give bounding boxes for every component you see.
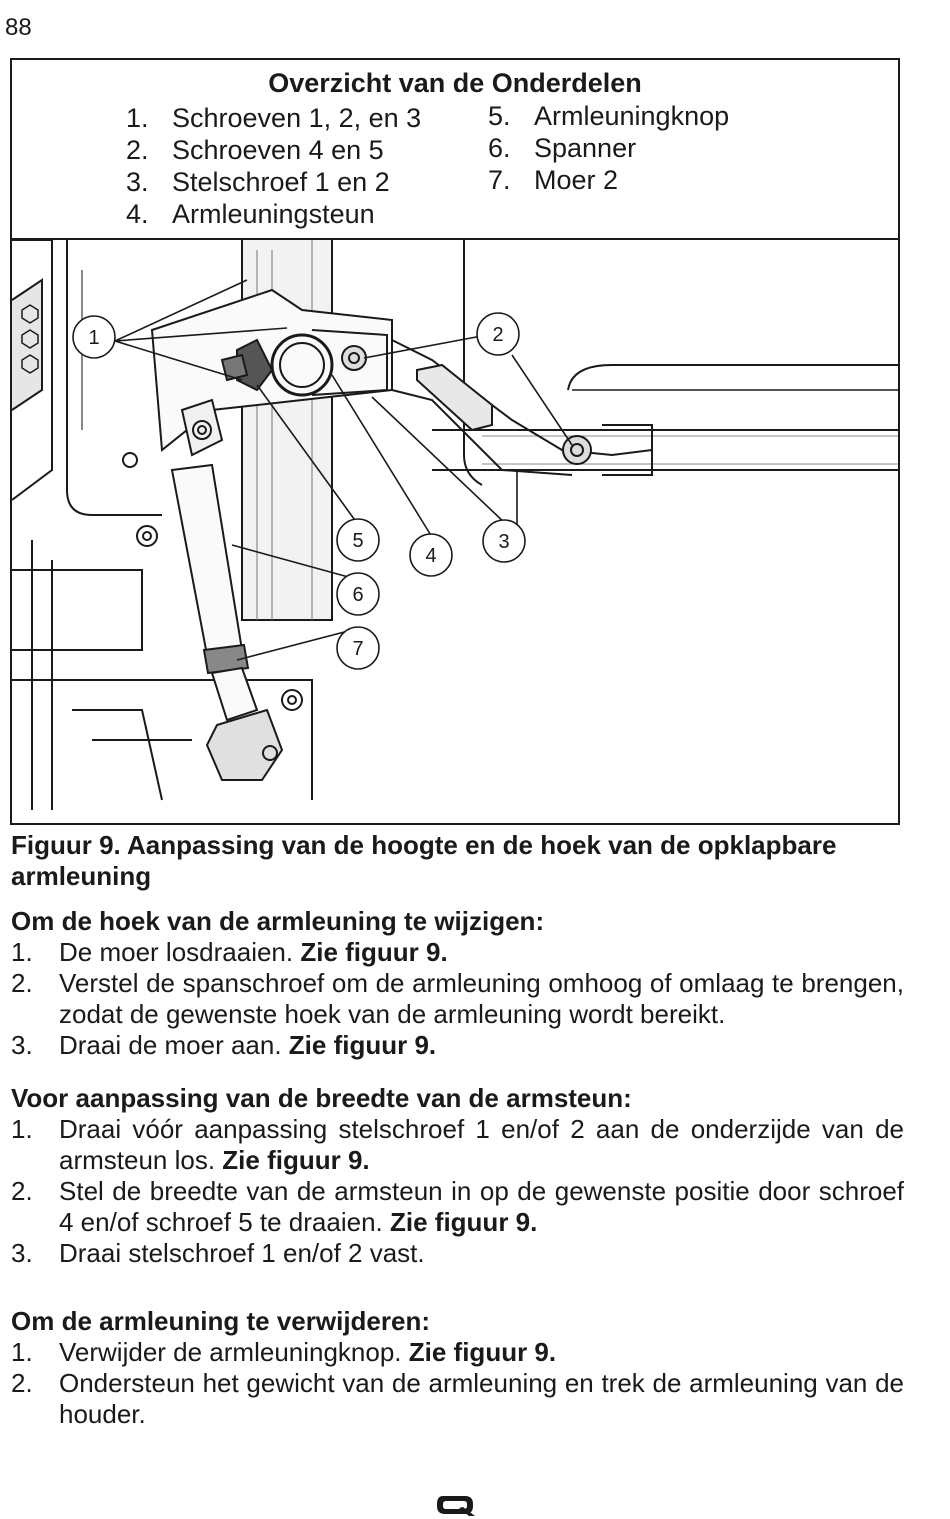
legend-item-label: Armleuningknop: [534, 101, 730, 131]
list-item: [11, 937, 904, 968]
legend-item-number: 2.: [126, 135, 149, 165]
step-number: 3.: [11, 1030, 33, 1060]
legend-item: [488, 100, 729, 132]
list-item: [11, 1030, 904, 1061]
step-text: [59, 1337, 904, 1368]
section-remove: [11, 1306, 904, 1430]
legend-item-number: 5.: [488, 101, 511, 131]
legend-item: [126, 134, 421, 166]
step-text: [59, 1176, 904, 1238]
step-number: 2.: [11, 968, 33, 998]
legend-item-number: 4.: [126, 199, 149, 229]
legend-title: Overzicht van de Onderdelen: [268, 68, 642, 98]
step-body: Stel de breedte van de armsteun in op de gewenste positie door schroef 4 en/of schroef 5 te draaien.: [59, 1176, 904, 1237]
section-heading: Om de hoek van de armleuning te wijzigen:: [11, 906, 545, 936]
steps-list: [11, 937, 904, 1061]
parts-legend: [12, 60, 898, 240]
step-number: 3.: [11, 1238, 33, 1268]
section-angle: [11, 906, 904, 1061]
seat-cushion-drawing: [432, 365, 898, 470]
step-body: Verwijder de armleuningknop.: [59, 1337, 409, 1367]
legend-item: [488, 132, 729, 164]
armrest-illustration: [12, 240, 898, 823]
legend-item: [488, 164, 729, 196]
figure-caption: Figuur 9. Aanpassing van de hoogte en de hoek van de opklapbare armleuning: [11, 830, 837, 891]
legend-item-number: 7.: [488, 165, 511, 195]
callout-label-3: 3: [498, 531, 510, 553]
list-item: [11, 1238, 904, 1269]
step-body: Draai de moer aan.: [59, 1030, 289, 1060]
step-body: Verstel de spanschroef om de armleuning omhoog of omlaag te brengen, zodat de gewenste hoek van de armleuning wordt bereikt.: [59, 968, 904, 1029]
step-body: Draai stelschroef 1 en/of 2 vast.: [59, 1238, 425, 1268]
section-heading: Om de armleuning te verwijderen:: [11, 1306, 430, 1336]
armrest-bracket-drawing: [152, 290, 652, 475]
legend-item-label: Moer 2: [534, 165, 619, 195]
callout-label-2: 2: [492, 324, 504, 346]
callout-label-1: 1: [88, 327, 100, 349]
section-heading: Voor aanpassing van de breedte van de armsteun:: [11, 1083, 632, 1113]
list-item: [11, 1176, 904, 1238]
legend-item-number: 6.: [488, 133, 511, 163]
list-item: [11, 1337, 904, 1368]
step-body: Draai vóór aanpassing stelschroef 1 en/of 2 aan de onderzijde van de armsteun los.: [59, 1114, 904, 1175]
legend-item-label: Stelschroef 1 en 2: [172, 167, 390, 197]
step-body: Ondersteun het gewicht van de armleuning en trek de armleuning van de houder.: [59, 1368, 904, 1429]
section-width: [11, 1083, 904, 1269]
list-item: [11, 968, 904, 1030]
legend-column-left: [126, 102, 421, 230]
figure-reference: Zie figuur 9.: [408, 1337, 557, 1367]
figure-reference: Zie figuur 9.: [300, 937, 448, 967]
figure-9: [10, 58, 900, 825]
callout-label-4: 4: [425, 545, 437, 567]
step-number: 2.: [11, 1368, 33, 1398]
legend-item-label: Armleuningsteun: [172, 199, 375, 229]
page-number: 88: [5, 14, 32, 41]
legend-column-right: [488, 100, 729, 196]
step-text: [59, 968, 904, 1030]
list-item: [11, 1368, 904, 1430]
figure-reference: Zie figuur 9.: [390, 1207, 538, 1237]
steps-list: [11, 1114, 904, 1269]
brand-logo-icon: [435, 1494, 475, 1516]
legend-item: [126, 102, 421, 134]
legend-item-label: Spanner: [534, 133, 637, 163]
step-number: 1.: [11, 1337, 33, 1367]
list-item: [11, 1114, 904, 1176]
steps-list: [11, 1337, 904, 1430]
legend-item-label: Schroeven 4 en 5: [172, 135, 384, 165]
legend-item-label: Schroeven 1, 2, en 3: [172, 103, 422, 133]
step-text: [59, 937, 904, 968]
step-number: 2.: [11, 1176, 33, 1206]
step-text: [59, 1030, 904, 1061]
figure-reference: Zie figuur 9.: [288, 1030, 437, 1060]
callout-label-7: 7: [352, 638, 364, 660]
step-text: [59, 1368, 904, 1430]
figure-reference: Zie figuur 9.: [222, 1145, 370, 1175]
legend-item: [126, 198, 421, 230]
legend-item: [126, 166, 421, 198]
callout-label-6: 6: [352, 584, 364, 606]
step-text: [59, 1114, 904, 1176]
step-number: 1.: [11, 937, 33, 967]
step-text: [59, 1238, 904, 1269]
step-body: De moer losdraaien.: [59, 937, 301, 967]
step-number: 1.: [11, 1114, 33, 1144]
legend-item-number: 3.: [126, 167, 149, 197]
legend-item-number: 1.: [126, 103, 149, 133]
callout-label-5: 5: [352, 530, 364, 552]
